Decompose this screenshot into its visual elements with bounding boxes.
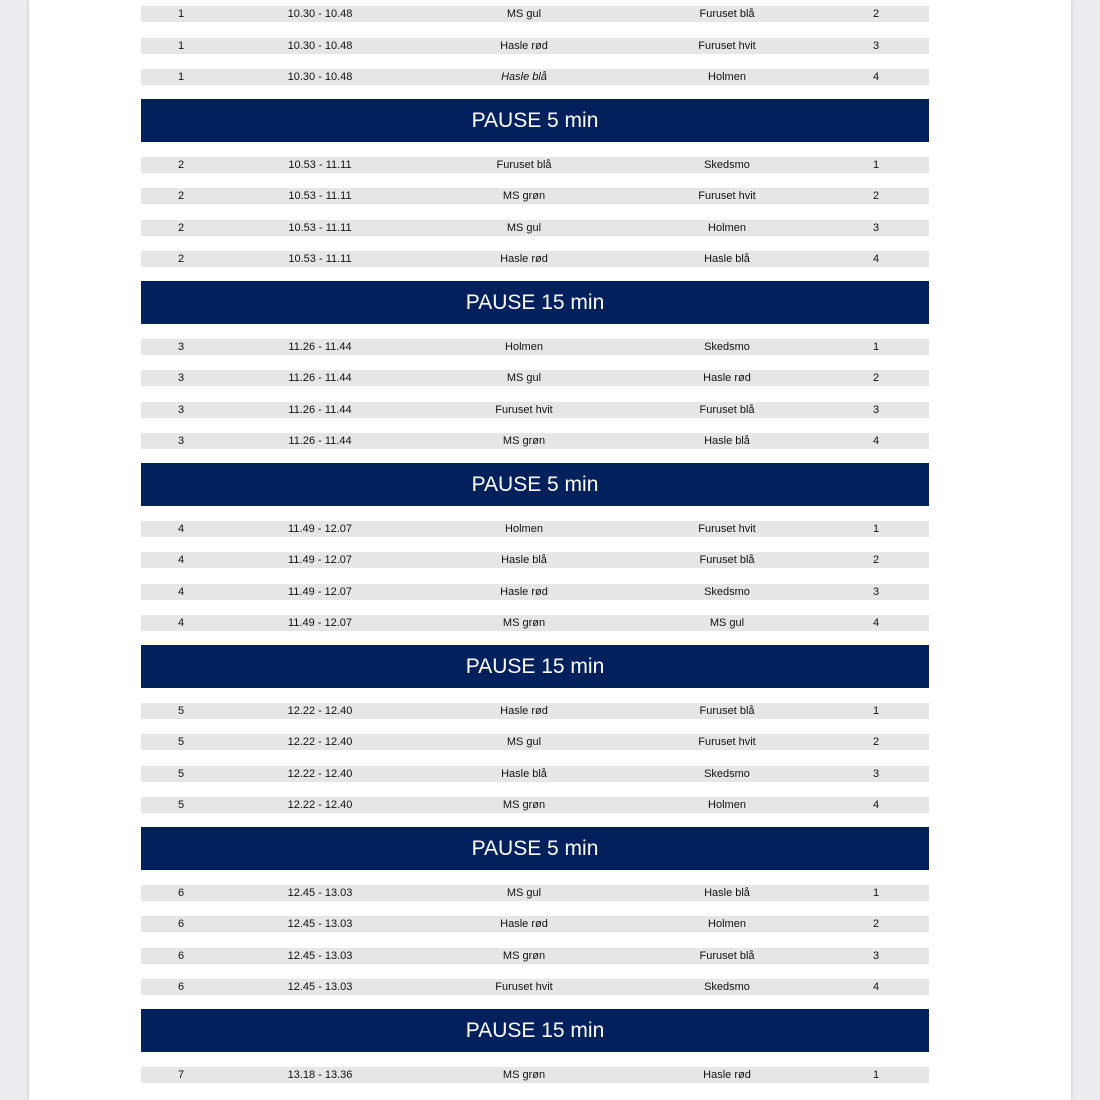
away-team-cell: Skedsmo xyxy=(704,981,750,993)
home-team-cell: MS gul xyxy=(506,221,542,234)
field-cell: 1 xyxy=(872,340,880,353)
document-page xyxy=(29,0,1071,1100)
home-team-cell: Hasle rød xyxy=(500,704,548,717)
home-team-cell: Hasle rød xyxy=(500,918,548,930)
away-team-cell: Hasle blå xyxy=(704,435,750,447)
field-cell: 2 xyxy=(872,918,880,930)
pause-banner: PAUSE 5 min xyxy=(141,99,929,142)
match-row xyxy=(141,38,929,54)
field-cell: 3 xyxy=(872,39,880,52)
match-row xyxy=(141,979,929,995)
home-team-cell: MS gul xyxy=(506,8,542,20)
round-cell: 6 xyxy=(177,949,185,962)
home-team-cell: Furuset blå xyxy=(496,158,552,171)
away-team-cell: Furuset hvit xyxy=(698,522,756,535)
time-cell: 10.53 - 11.11 xyxy=(288,253,352,265)
time-cell: 10.53 - 11.11 xyxy=(288,158,352,171)
time-cell: 11.49 - 12.07 xyxy=(287,617,352,629)
match-row xyxy=(141,251,929,267)
away-team-cell: Furuset blå xyxy=(699,8,755,20)
away-team-cell: Furuset blå xyxy=(699,403,755,416)
time-cell: 12.45 - 13.03 xyxy=(287,886,353,899)
away-team-cell: Skedsmo xyxy=(704,340,750,353)
away-team-cell: Skedsmo xyxy=(704,158,750,171)
field-cell: 1 xyxy=(872,886,880,899)
field-cell: 3 xyxy=(872,403,880,416)
field-cell: 2 xyxy=(872,372,880,384)
match-row xyxy=(141,433,929,449)
time-cell: 10.30 - 10.48 xyxy=(287,8,353,20)
home-team-cell: MS grøn xyxy=(502,799,546,811)
away-team-cell: Furuset blå xyxy=(699,554,755,566)
pause-banner: PAUSE 5 min xyxy=(141,463,929,506)
time-cell: 11.26 - 11.44 xyxy=(288,340,352,353)
round-cell: 5 xyxy=(177,799,185,811)
match-row xyxy=(141,615,929,631)
match-row xyxy=(141,220,929,236)
time-cell: 11.26 - 11.44 xyxy=(288,372,352,384)
round-cell: 4 xyxy=(177,522,185,535)
match-row xyxy=(141,797,929,813)
away-team-cell: Skedsmo xyxy=(704,767,750,780)
round-cell: 7 xyxy=(177,1068,185,1081)
field-cell: 4 xyxy=(872,253,880,265)
time-cell: 12.22 - 12.40 xyxy=(287,704,353,717)
round-cell: 3 xyxy=(177,403,185,416)
round-cell: 6 xyxy=(177,886,185,899)
field-cell: 2 xyxy=(872,554,880,566)
home-team-cell: Hasle blå xyxy=(501,767,547,780)
away-team-cell: Holmen xyxy=(708,918,746,930)
home-team-cell: Holmen xyxy=(505,340,543,353)
field-cell: 2 xyxy=(872,736,880,748)
pause-banner: PAUSE 5 min xyxy=(141,827,929,870)
round-cell: 4 xyxy=(177,585,185,598)
match-row xyxy=(141,584,929,600)
away-team-cell: Furuset blå xyxy=(699,704,755,717)
away-team-cell: Holmen xyxy=(708,799,746,811)
match-row xyxy=(141,370,929,386)
away-team-cell: Holmen xyxy=(708,71,746,83)
time-cell: 12.22 - 12.40 xyxy=(287,799,353,811)
time-cell: 13.18 - 13.36 xyxy=(287,1068,353,1081)
away-team-cell: Furuset hvit xyxy=(698,736,756,748)
home-team-cell: MS grøn xyxy=(502,949,546,962)
match-row xyxy=(141,69,929,85)
pause-banner: PAUSE 15 min xyxy=(141,645,929,688)
time-cell: 11.49 - 12.07 xyxy=(287,554,352,566)
field-cell: 2 xyxy=(872,190,880,202)
time-cell: 11.49 - 12.07 xyxy=(287,522,352,535)
away-team-cell: Holmen xyxy=(708,221,746,234)
match-row xyxy=(141,552,929,568)
round-cell: 2 xyxy=(177,221,185,234)
home-team-cell: Furuset hvit xyxy=(495,403,553,416)
time-cell: 10.53 - 11.11 xyxy=(288,190,352,202)
match-row xyxy=(141,734,929,750)
field-cell: 3 xyxy=(872,585,880,598)
away-team-cell: Hasle rød xyxy=(703,372,751,384)
round-cell: 2 xyxy=(177,253,185,265)
time-cell: 11.26 - 11.44 xyxy=(288,435,352,447)
match-row xyxy=(141,766,929,782)
time-cell: 10.53 - 11.11 xyxy=(288,221,352,234)
field-cell: 4 xyxy=(872,981,880,993)
match-row xyxy=(141,402,929,418)
round-cell: 6 xyxy=(177,981,185,993)
home-team-cell: MS grøn xyxy=(502,190,546,202)
time-cell: 12.45 - 13.03 xyxy=(287,918,353,930)
round-cell: 2 xyxy=(177,158,185,171)
away-team-cell: Furuset blå xyxy=(699,949,755,962)
home-team-cell: MS grøn xyxy=(502,435,546,447)
round-cell: 1 xyxy=(177,39,185,52)
home-team-cell: MS grøn xyxy=(502,1068,546,1081)
field-cell: 3 xyxy=(872,767,880,780)
match-row xyxy=(141,188,929,204)
home-team-cell: Holmen xyxy=(505,522,543,535)
match-row xyxy=(141,916,929,932)
match-row xyxy=(141,1067,929,1083)
match-row xyxy=(141,339,929,355)
field-cell: 1 xyxy=(872,158,880,171)
round-cell: 5 xyxy=(177,704,185,717)
time-cell: 12.45 - 13.03 xyxy=(287,949,353,962)
away-team-cell: Furuset hvit xyxy=(698,190,756,202)
field-cell: 4 xyxy=(872,435,880,447)
field-cell: 3 xyxy=(872,949,880,962)
time-cell: 10.30 - 10.48 xyxy=(287,39,353,52)
away-team-cell: Skedsmo xyxy=(704,585,750,598)
time-cell: 12.22 - 12.40 xyxy=(287,767,353,780)
round-cell: 5 xyxy=(177,767,185,780)
away-team-cell: Hasle blå xyxy=(704,886,750,899)
round-cell: 3 xyxy=(177,372,185,384)
time-cell: 12.45 - 13.03 xyxy=(287,981,353,993)
round-cell: 1 xyxy=(177,8,185,20)
round-cell: 2 xyxy=(177,190,185,202)
time-cell: 11.49 - 12.07 xyxy=(287,585,352,598)
round-cell: 6 xyxy=(177,918,185,930)
home-team-cell: Hasle blå xyxy=(501,554,547,566)
pause-banner: PAUSE 15 min xyxy=(141,1009,929,1052)
round-cell: 3 xyxy=(177,435,185,447)
field-cell: 4 xyxy=(872,71,880,83)
home-team-cell: Hasle rød xyxy=(500,39,548,52)
pause-banner: PAUSE 15 min xyxy=(141,281,929,324)
field-cell: 3 xyxy=(872,221,880,234)
round-cell: 5 xyxy=(177,736,185,748)
round-cell: 4 xyxy=(177,554,185,566)
round-cell: 4 xyxy=(177,617,185,629)
match-row xyxy=(141,157,929,173)
home-team-cell: MS gul xyxy=(506,372,542,384)
home-team-cell: MS gul xyxy=(506,736,542,748)
field-cell: 2 xyxy=(872,8,880,20)
match-row xyxy=(141,6,929,22)
round-cell: 1 xyxy=(177,71,185,83)
home-team-cell: Hasle blå xyxy=(501,71,547,83)
match-row xyxy=(141,885,929,901)
away-team-cell: Furuset hvit xyxy=(698,39,756,52)
round-cell: 3 xyxy=(177,340,185,353)
home-team-cell: MS gul xyxy=(506,886,542,899)
home-team-cell: Hasle rød xyxy=(500,253,548,265)
time-cell: 10.30 - 10.48 xyxy=(287,71,353,83)
match-row xyxy=(141,521,929,537)
time-cell: 11.26 - 11.44 xyxy=(288,403,352,416)
field-cell: 1 xyxy=(872,1068,880,1081)
field-cell: 4 xyxy=(872,799,880,811)
field-cell: 1 xyxy=(872,704,880,717)
home-team-cell: Hasle rød xyxy=(500,585,548,598)
home-team-cell: MS grøn xyxy=(502,617,546,629)
time-cell: 12.22 - 12.40 xyxy=(287,736,353,748)
away-team-cell: Hasle rød xyxy=(703,1068,751,1081)
away-team-cell: Hasle blå xyxy=(704,253,750,265)
match-row xyxy=(141,948,929,964)
match-row xyxy=(141,703,929,719)
away-team-cell: MS gul xyxy=(709,617,745,629)
field-cell: 1 xyxy=(872,522,880,535)
home-team-cell: Furuset hvit xyxy=(495,981,553,993)
field-cell: 4 xyxy=(872,617,880,629)
